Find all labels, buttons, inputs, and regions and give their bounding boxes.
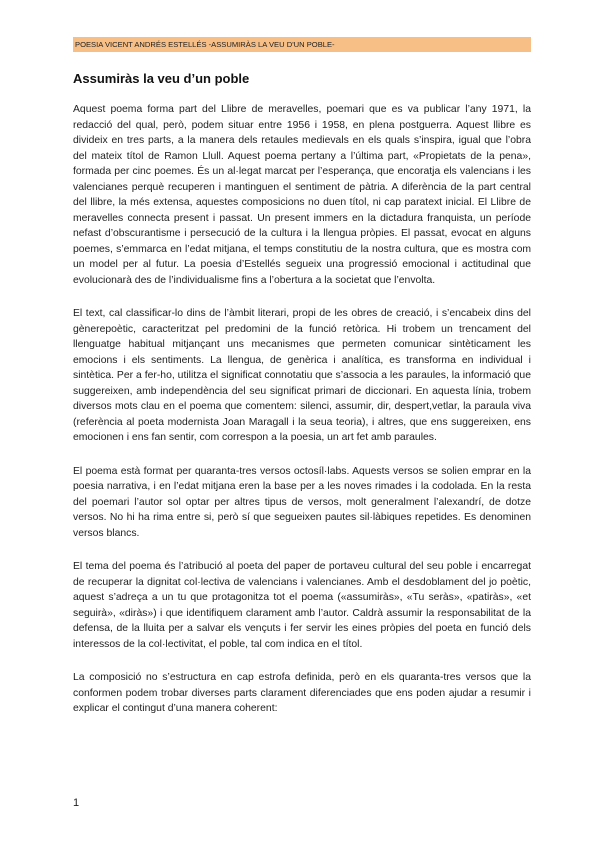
paragraph-1: Aquest poema forma part del Llibre de meravelles, poemari que es va publicar l’any 1971, la redacció del qual, però, podem situar entre 1956 i 1958, en plena postguerra. Aquest llibre es divideix en tres parts, a la manera dels retaules medievals en els quals s’inspira, igual que l’obra del mateix títol de Ramon Llull. Aquest poema pertany a l’última part, «Propietats de la pena», formada per cinc poemes. És un al·legat marcat per l’esperança, que encoratja els valencians i les valencianes perquè recuperen i mantinguen el sentiment de pàtria. A diferència de la part central del llibre, la més extensa, aquestes composicions no duen títol, ni cap paratext inicial. El Llibre de meravelles connecta present i passat. Un present immers en la dictadura franquista, un període nefast d’obscurantisme i persecució de la cultura i la llengua pròpies. El passat, evocat en alguns poemes, s’emmarca en l’edat mitjana, el temps constitutiu de la nostra cultura, que es mostra com un model per al futur. La poesia d’Estellés segueix una progressió emocional i actitudinal que evolucionarà des de l’individualisme fins a l’obertura a la societat que l’envolta. [73,104,531,286]
paragraph-3: El poema està format per quaranta-tres versos octosíl·labs. Aquests versos se solien emprar en la poesia narrativa, i en l’edat mitjana eren la base per a les noves rimades i la codolada. En la resta del poemari l’autor sol optar per altres tipus de versos, molt generalment l’alexandrí, de dotze versos. No hi ha rima entre si, però sí que segueixen pautes sil·làbiques repetides. Es denominen versos blancs. [73,465,531,539]
paragraph-2: El text, cal classificar-lo dins de l’àmbit literari, propi de les obres de creació, i s’encabeix dins del gènerepoètic, caracteritzat pel predomini de la funció retòrica. Hi trobem un trencament del llenguatge habitual mitjançant uns mecanismes que permeten comunicar sintèticament les emocions i els sentiments. La llengua, de genèrica i analítica, es transforma en individual i sintètica. Per a fer-ho, utilitza el significat connotatiu que s’associa a les paraules, la informació que suggereixen, amb independència del seu significat primari de diccionari. En aquesta línia, trobem diversos mots clau en el poema que comentem: silenci, assumir, dir, despert,vetlar, la paraula viva (referència al poeta modernista Joan Maragall i la seua teoria), i altres, que ens suggereixen, ens emocionen i ens fan sentir, com correspon a la poesia, un art fet amb paraules. [73,308,531,443]
document-body [73,102,531,735]
paragraph-4: El tema del poema és l’atribució al poeta del paper de portaveu cultural del seu poble i encarregat de recuperar la dignitat col·lectiva de valencians i valencianes. Amb el desdoblament del jo poètic, aquest s’adreça a un tu que protagonitza tot el poema («assumiràs», «Tu seràs», «patiràs», «et seguirà», «diràs») i que identifiquem clarament amb l’autor. Caldrà assumir la responsabilitat de la defensa, de la lluita per a salvar els vençuts i fer servir les eines pròpies del poeta en funció dels interessos de la col·lectivitat, el poble, tal com indica en el títol. [73,561,531,650]
running-header-text: POESIA VICENT ANDRÉS ESTELLÉS -ASSUMIRÀS LA VEU D'UN POBLE- [75,40,335,49]
paragraph-5: La composició no s’estructura en cap estrofa definida, però en els quaranta-tres versos que la conformen podem trobar diverses parts clarament diferenciades que ens poden ajudar a resumir i explicar el contingut d’una manera coherent: [73,672,531,714]
page-number: 1 [73,797,80,809]
running-header [73,37,531,52]
document-title: Assumiràs la veu d’un poble [73,71,250,86]
